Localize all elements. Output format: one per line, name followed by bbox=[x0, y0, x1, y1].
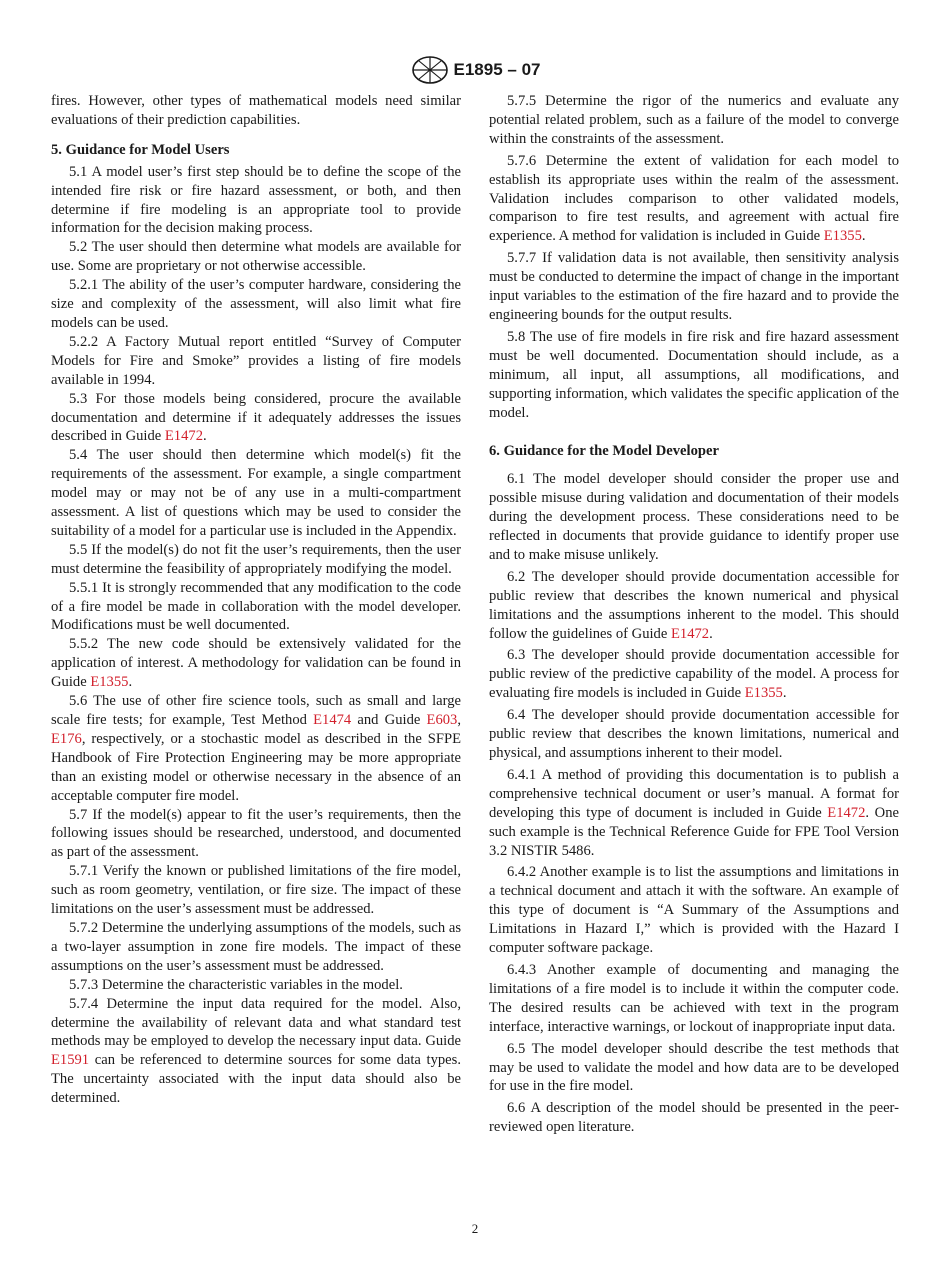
paragraph-5-5: 5.5 If the model(s) do not fit the user’s requirements, then the user must determine the feasibility of appropriately modifying the model. bbox=[51, 541, 461, 577]
paragraph-5-1: 5.1 A model user’s first step should be to define the scope of the intended fire risk or fire hazard assessment, or both, and then determine if fire modeling is an appropriate tool to provide information for the decision making process. bbox=[51, 163, 461, 237]
paragraph-5-7: 5.7 If the model(s) appear to fit the user’s requirements, then the following issues should be researched, understood, and documented as part of the assessment. bbox=[51, 806, 461, 861]
paragraph-continued: fires. However, other types of mathematical models need similar evaluations of their prediction capabilities. bbox=[51, 93, 461, 128]
paragraph-6-1: 6.1 The model developer should consider the proper use and possible misuse during validation and documentation of their models during the development process. These considerations need to be reflected in documents that provide guidance to identify proper use and to make misuse unlikely. bbox=[489, 471, 899, 563]
paragraph-5-7-4: 5.7.4 Determine the input data required for the model. Also, determine the availability of relevant data and what standard test methods may be employed to develop the necessary input data. Guide E1591 can be referenced to determine sources for some data types. The uncertainty associated with the input data should also be determined. bbox=[51, 995, 461, 1107]
ref-link-e1472[interactable]: E1472 bbox=[670, 625, 710, 642]
paragraph-6-4-3: 6.4.3 Another example of documenting and managing the limitations of a fire model is to include it within the computer code. The desired results can be achieved with text in the program interface, interactive warnings, or lockout of inappropriate input data. bbox=[489, 961, 899, 1035]
paragraph-6-2: 6.2 The developer should provide documentation accessible for public review that describes the known numerical and physical limitations and the assumptions inherent to the model. This should follow the guidelines of Guide E1472. bbox=[489, 568, 899, 642]
ref-link-e1472[interactable]: E1472 bbox=[164, 428, 203, 445]
paragraph-5-7-2: 5.7.2 Determine the underlying assumptions of the models, such as a two-layer assumption in zone fire models. The impact of these assumptions on the user’s assessment must be addressed. bbox=[51, 919, 461, 974]
paragraph-5-7-6: 5.7.6 Determine the extent of validation for each model to establish its appropriate uses within the realm of the assessment. Validation includes comparison to other validated models, comparison to fire test results, and agreement with actual fire experience. A method for validation is included in Guide E1355. bbox=[489, 152, 899, 245]
ref-link-e1355[interactable]: E1355 bbox=[90, 674, 129, 691]
section-5-heading: 5. Guidance for Model Users bbox=[51, 141, 230, 158]
paragraph-5-7-5: 5.7.5 Determine the rigor of the numerics and evaluate any potential related problem, such as a failure of the model to converge within the constraints of the assessment. bbox=[489, 93, 899, 147]
paragraph-5-2-1: 5.2.1 The ability of the user’s computer hardware, considering the size and complexity of the assessment, will also limit what fire models can be used. bbox=[51, 277, 461, 331]
paragraph-6-3: 6.3 The developer should provide documentation accessible for public review of the predictive capability of the model. A process for evaluating fire models is included in Guide E1355. bbox=[489, 647, 899, 702]
paragraph-6-4-1: 6.4.1 A method of providing this documentation is to publish a comprehensive technical document or user’s manual. A format for developing this type of document is included in Guide E1472. One such example is the Technical Reference Guide for FPE Tool Version 3.2 NISTIR 5486. bbox=[489, 766, 899, 859]
ref-link-e1355[interactable]: E1355 bbox=[823, 228, 862, 245]
paragraph-5-2-2: 5.2.2 A Factory Mutual report entitled “Survey of Computer Models for Fire and Smoke” provides a listing of fire models available in 1994. bbox=[51, 333, 461, 388]
paragraph-5-4: 5.4 The user should then determine which model(s) fit the requirements of the assessment. For example, a single compartment model may or may not be of any use in a multi-compartment assessment. A list of questions which may be used to consider the suitability of a model for a particular use is included in the Appendix. bbox=[51, 447, 461, 539]
paragraph-5-6: 5.6 The use of other fire science tools, such as small and large scale fire tests; for example, Test Method E1474 and Guide E603, E176, respectively, or a stochastic model as described in the SFPE Handbook of Fire Protection Engineering may be more appropriate than an existing model or otherwise necessary in the absence of an acceptable computer fire model. bbox=[51, 693, 462, 804]
paragraph-5-8: 5.8 The use of fire models in fire risk and fire hazard assessment must be well documented. Documentation should include, as a minimum, all input, all assumptions, all modifications, and supporting information, which validates the specific application of the model. bbox=[489, 328, 899, 421]
left-column bbox=[51, 92, 461, 1108]
paragraph-6-6: 6.6 A description of the model should be presented in the peer-reviewed open literature. bbox=[489, 1100, 899, 1136]
paragraph-5-3: 5.3 For those models being considered, procure the available documentation and determine if it adequately addresses the issues described in Guide E1472. bbox=[51, 390, 461, 445]
paragraph-5-2: 5.2 The user should then determine what models are available for use. Some are proprietary or not otherwise accessible. bbox=[51, 239, 461, 275]
document-designation: E1895 – 07 bbox=[453, 60, 541, 79]
paragraph-5-7-3: 5.7.3 Determine the characteristic variables in the model. bbox=[69, 976, 403, 993]
paragraph-5-5-2: 5.5.2 The new code should be extensively validated for the application of interest. A methodology for validation can be found in Guide E1355. bbox=[51, 636, 461, 691]
paragraph-6-4-2: 6.4.2 Another example is to list the assumptions and limitations in a technical document and attach it with the software. An example of this type of document is “A Summary of the Assumptions and Limitations in Hazard I,” which is provided with the Hazard I computer software package. bbox=[489, 864, 899, 957]
astm-logo-icon bbox=[410, 55, 450, 85]
page-header bbox=[0, 54, 950, 86]
ref-link-e603[interactable]: E603 bbox=[426, 712, 458, 728]
paragraph-5-5-1: 5.5.1 It is strongly recommended that any modification to the code of a fire model be made in collaboration with the model developer. Modifications must be well documented. bbox=[51, 579, 461, 634]
section-6-heading: 6. Guidance for the Model Developer bbox=[489, 443, 719, 460]
paragraph-5-7-7: 5.7.7 If validation data is not available, then sensitivity analysis must be conducted to determine the impact of change in the important input variables to the estimation of the fire hazard and to provide the engineering bounds for the output results. bbox=[489, 250, 899, 323]
paragraph-6-5: 6.5 The model developer should describe the test methods that may be used to validate the model and how data are to be developed for use in the fire model. bbox=[489, 1040, 899, 1095]
ref-link-e176[interactable]: E176 bbox=[51, 730, 82, 747]
paragraph-6-4: 6.4 The developer should provide documentation accessible for public review that describes the known limitations, numerical and physical, and assumptions inherent to their model. bbox=[489, 707, 899, 761]
ref-link-e1474[interactable]: E1474 bbox=[313, 712, 352, 728]
ref-link-e1355[interactable]: E1355 bbox=[744, 685, 783, 702]
right-column bbox=[489, 92, 899, 1137]
paragraph-5-7-1: 5.7.1 Verify the known or published limitations of the fire model, such as room geometry, ventilation, or fire size. The impact of these limitations on the user’s assessment must be addressed. bbox=[51, 863, 461, 918]
page-number: 2 bbox=[471, 1221, 479, 1236]
ref-link-e1591[interactable]: E1591 bbox=[51, 1052, 90, 1069]
ref-link-e1472[interactable]: E1472 bbox=[827, 804, 866, 821]
